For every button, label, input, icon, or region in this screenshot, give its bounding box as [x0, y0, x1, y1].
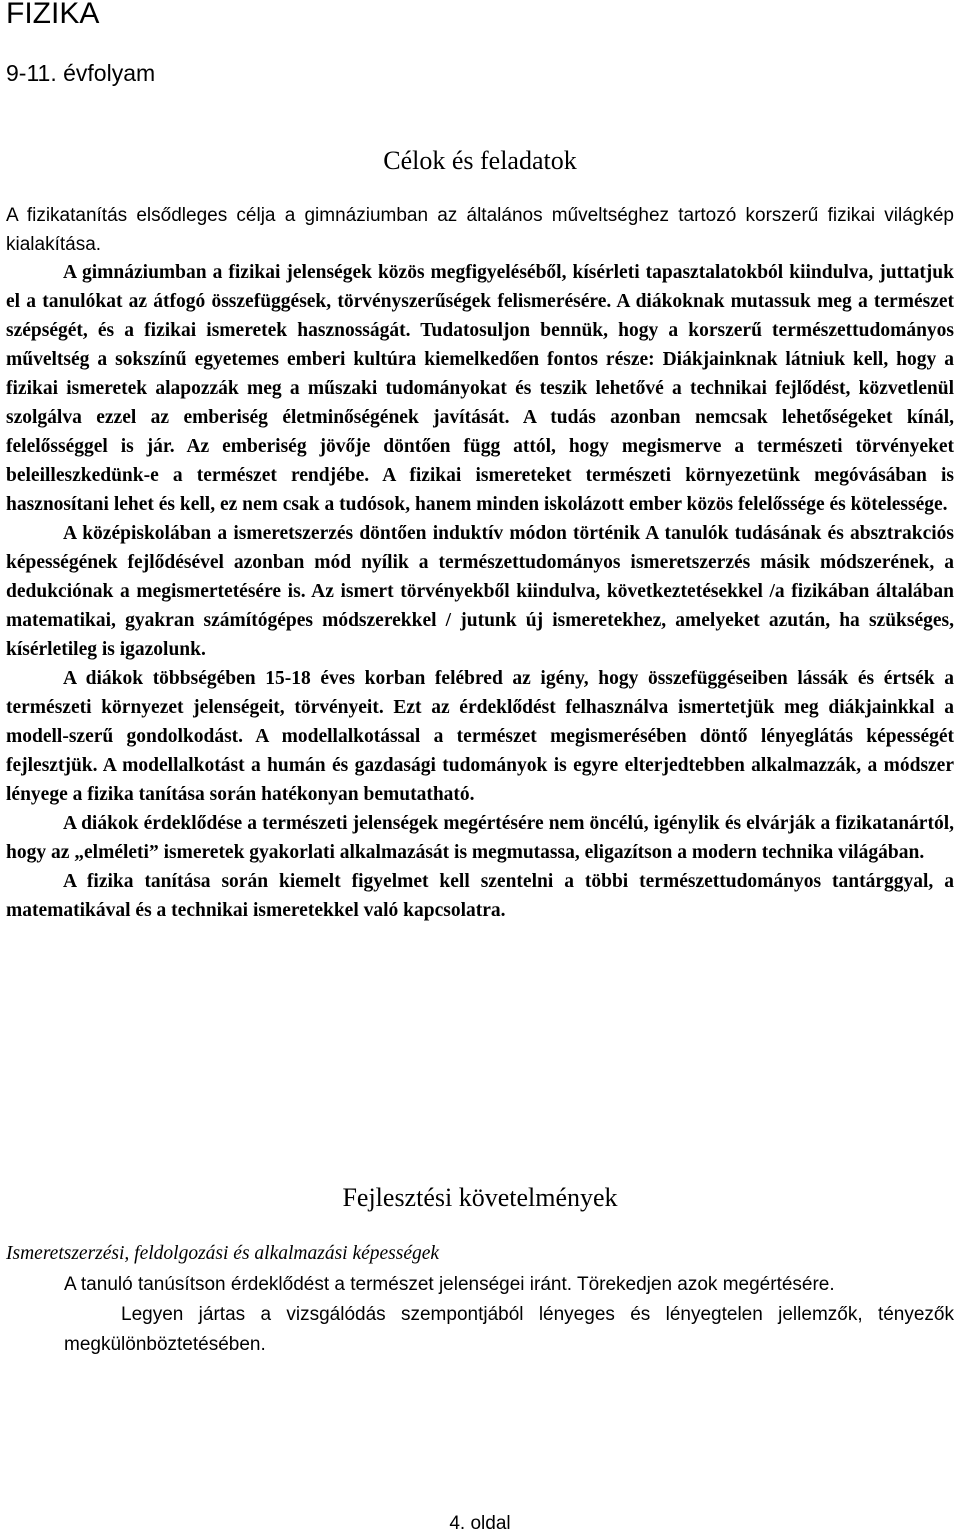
subsection-title: Ismeretszerzési, feldolgozási és alkalmazási képességek [6, 1243, 440, 1264]
subject-title: FIZIKA [6, 0, 100, 30]
page-number: 4. oldal [449, 1513, 511, 1534]
requirements-list [64, 1270, 954, 1360]
body-paragraph: A középiskolában a ismeretszerzés döntően induktív módon történik A tanulók tudásának és absztrakciós képességének fejlődésével azonban mód nyílik a természettudományos ismeretszerzés másik módszerének, a dedukciónak a megismertetésére is. Az ismert törvényekből kiindulva, következtetésekkel /a fizikában általában matematikai, gyakran számítógépes módszerekkel / jutunk új ismeretekhez, amelyeket azután, ha szükséges, kísérletileg is igazolunk. [6, 523, 954, 660]
requirement-item: Legyen jártas a vizsgálódás szempontjából lényeges és lényegtelen jellemzők, tényezők megkülönböztetésében. [64, 1304, 954, 1355]
body-paragraph: A gimnáziumban a fizikai jelenségek közös megfigyeléséből, kísérleti tapasztalatokból kiindulva, juttatjuk el a tanulókat az átfogó összefüggések, törvényszerűségek felismerésére. A diákoknak mutassuk meg a természet szépségét, és a fizikai ismeretek hasznosságát. Tudatosuljon bennük, hogy a korszerű természettudományos műveltség a sokszínű egyetemes emberi kultúra kiemelkedően fontos része: Diákjainknak látniuk kell, hogy a fizikai ismeretek alapozzák meg a műszaki tudományokat és teszik lehetővé a technikai fejlődést, közvetlenül szolgálva ezzel az emberiség életminőségének javítását. A tudás azonban nemcsak lehetőségeket kínál, felelősséggel is jár. Az emberiség jövője döntően függ attól, hogy megismerve a természeti törvényeket beleilleszkedünk-e a természet rendjébe. A fizikai ismereteket természeti környezetünk megóvásában is hasznosítani lehet és kell, ez nem csak a tudósok, hanem minden iskolázott ember közös felelőssége és kötelessége. [6, 262, 954, 515]
development-heading: Fejlesztési követelmények [342, 1183, 618, 1212]
body-paragraph: A fizika tanítása során kiemelt figyelmet kell szentelni a többi természettudományos tantárggyal, a matematikával és a technikai ismeretekkel való kapcsolatra. [6, 871, 954, 921]
goals-body [6, 258, 954, 925]
requirement-item: A tanuló tanúsítson érdeklődést a természet jelenségei iránt. Törekedjen azok megértésére. [64, 1274, 835, 1295]
body-paragraph: A diákok érdeklődése a természeti jelenségek megértésére nem öncélú, igénylik és elvárják a fizikatanártól, hogy az „elméleti” ismeretek gyakorlati alkalmazását is megmutassa, eligazítson a modern technika világában. [6, 813, 954, 863]
grade-label: 9-11. évfolyam [6, 60, 156, 86]
goals-heading: Célok és feladatok [383, 146, 577, 175]
intro-paragraph: A fizikatanítás elsődleges célja a gimnáziumban az általános műveltséghez tartozó korszerű fizikai világkép kialakítása. [6, 205, 954, 255]
body-paragraph: A diákok többségében 15-18 éves korban felébred az igény, hogy összefüggéseiben lássák és értsék a természeti környezet jelenségeit, törvényeit. Ezt az érdeklődést felhasználva ismertetjük meg diákjainkkal a modell-szerű gondolkodást. A modellalkotással a természet megismerésében döntő lényeglátás képességét fejlesztjük. A modellalkotást a humán és gazdasági tudományok is egyre elterjedtebben alkalmazzák, a módszer lényege a fizika tanítása során hatékonyan bemutatható. [6, 668, 954, 805]
